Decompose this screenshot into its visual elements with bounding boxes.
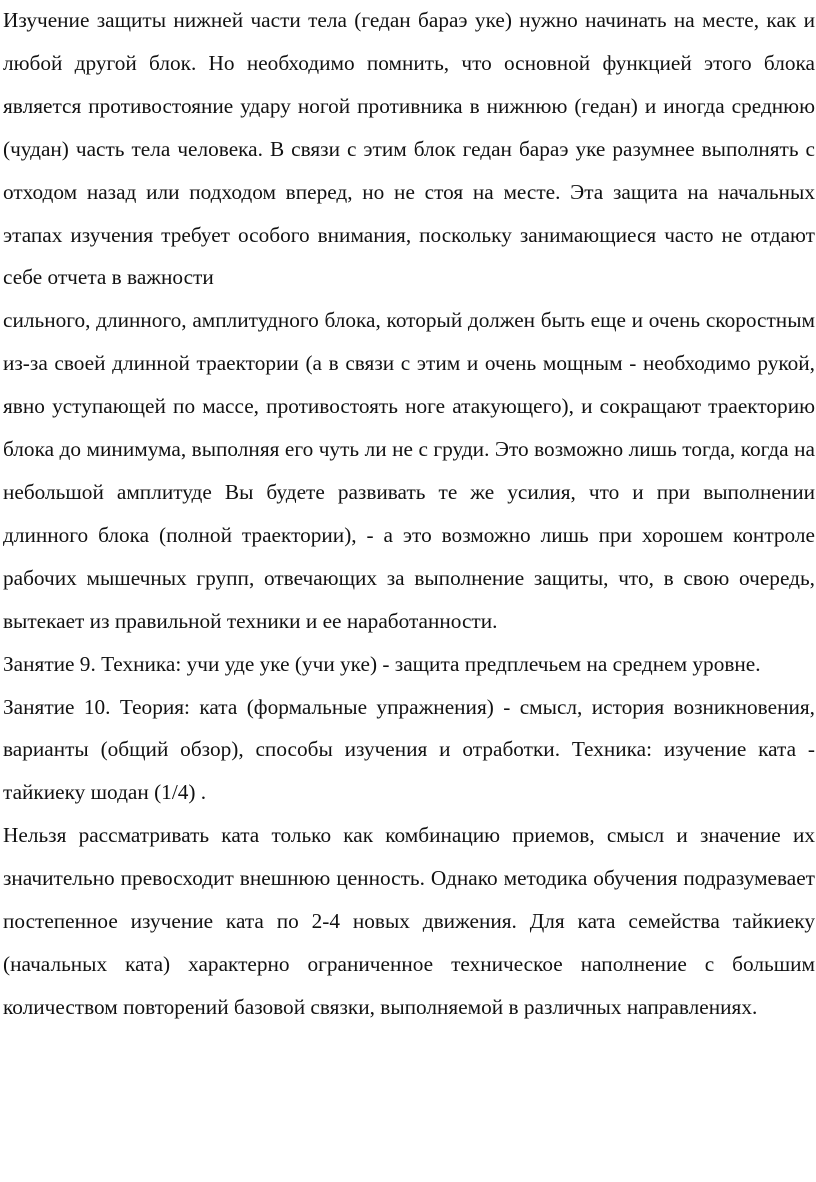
paragraph-lesson-9: Занятие 9. Техника: учи уде уке (учи уке) - защита предплечьем на среднем уровне. (3, 651, 761, 676)
paragraph-kata-method: Нельзя рассматривать ката только как комбинацию приемов, смысл и значение их значительно превосходит внешнюю ценность. Однако методика обучения подразумевает постепенное изучение ката по 2-4 новых движения. Для ката семейства тайкиеку (начальных ката) характерно ограниченное техническое наполнение с большим количеством повторений базовой связки, выполняемой в различных направлениях. (3, 823, 815, 1019)
paragraph-lesson-10: Занятие 10. Теория: ката (формальные упражнения) - смысл, история возникновения, варианты (общий обзор), способы изучения и отработки. Техника: изучение ката - тайкиеку шодан (1/4) . (3, 694, 815, 805)
paragraph-lower-block-intro: Изучение защиты нижней части тела (гедан бараэ уке) нужно начинать на месте, как и любой другой блок. Но необходимо помнить, что основной функцией этого блока является противостояние удару ногой противника в нижнюю (гедан) и иногда среднюю (чудан) часть тела человека. В связи с этим блок гедан бараэ уке разумнее выполнять с отходом назад или подходом вперед, но не стоя на месте. Эта защита на начальных этапах изучения требует особого внимания, поскольку занимающиеся часто не отдают себе отчета в важности (3, 8, 815, 290)
paragraph-lower-block-technique: сильного, длинного, амплитудного блока, который должен быть еще и очень скоростным из-за своей длинной траектории (а в связи с этим и очень мощным - необходимо рукой, явно уступающей по массе, противостоять ноге атакующего), и сокращают траекторию блока до минимума, выполняя его чуть ли не с груди. Это возможно лишь тогда, когда на небольшой амплитуде Вы будете развивать те же усилия, что и при выполнении длинного блока (полной траектории), - а это возможно лишь при хорошем контроле рабочих мышечных групп, отвечающих за выполнение защиты, что, в свою очередь, вытекает из правильной техники и ее наработанности. (3, 308, 815, 633)
